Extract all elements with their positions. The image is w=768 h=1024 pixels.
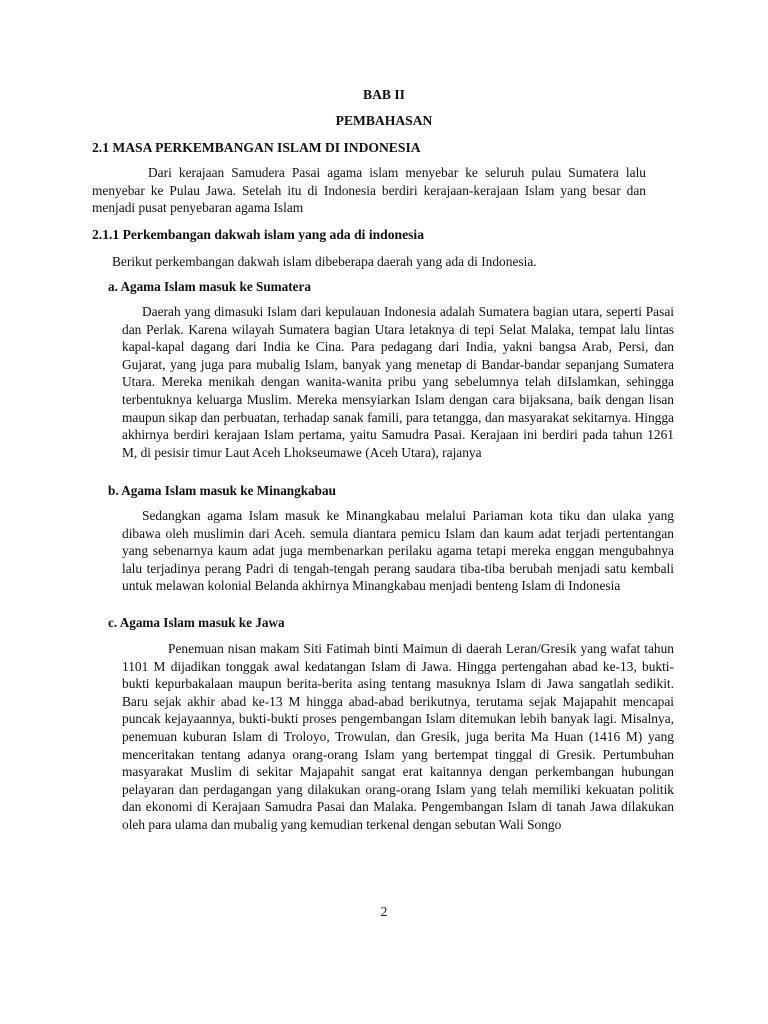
item-body-minangkabau-text: Sedangkan agama Islam masuk ke Minangkabau melalui Pariaman kota tiku dan ulaka yang dibawa oleh muslimin dari Aceh. semula diantara pemicu Islam dan kaum adat terjadi pertentangan yang sebenarnya kaum adat juga membenarkan perilaku agama tetapi mereka enggan mengubahnya lalu terjadinya perang Padri di tengah-tengah perang saudara tiba-tiba berubah menjadi satu kembali untuk melawan kolonial Belanda akhirnya Minangkabau menjadi benteng Islam di Indonesia: [122, 508, 674, 594]
subsection-lead: Berikut perkembangan dakwah islam dibeberapa daerah yang ada di Indonesia.: [112, 254, 537, 269]
chapter-label: BAB II: [363, 87, 405, 102]
section-intro-paragraph: [92, 164, 646, 217]
section-heading: 2.1 MASA PERKEMBANGAN ISLAM DI INDONESIA: [92, 140, 421, 155]
item-body-sumatera-text: Daerah yang dimasuki Islam dari kepulauan Indonesia adalah Sumatera bagian utara, seperti Pasai dan Perlak. Karena wilayah Sumatera bagian Utara letaknya di tepi Selat Malaka, tempat lalu lintas kapal-kapal dagang dari India ke Cina. Para pedagang dari India, yakni bangsa Arab, Persi, dan Gujarat, yang juga para mubalig Islam, banyak yang menetap di Bandar-bandar sepanjang Sumatera Utara. Mereka menikah dengan wanita-wanita pribu yang sebelumnya telah diIslamkan, sehingga terbentuknya keluarga Muslim. Mereka mensyiarkan Islam dengan cara bijaksana, baik dengan lisan maupun sikap dan perbuatan, terhadap sanak famili, para tetangga, dan masyarakat sekitarnya. Hingga akhirnya berdiri kerajaan Islam pertama, yaitu Samudra Pasai. Kerajaan ini berdiri pada tahun 1261 M, di pesisir timur Laut Aceh Lhokseumawe (Aceh Utara), rajanya: [122, 304, 674, 460]
item-heading-jawa: c. Agama Islam masuk ke Jawa: [108, 615, 285, 630]
subsection-heading: 2.1.1 Perkembangan dakwah islam yang ada di indonesia: [92, 227, 424, 242]
item-body-jawa-text: Penemuan nisan makam Siti Fatimah binti Maimun di daerah Leran/Gresik yang wafat tahun 1101 M dijadikan tonggak awal kedatangan Islam di Jawa. Hingga pertengahan abad ke-13, bukti-bukti kepurbakalaan maupun berita-berita asing tentang masuknya Islam di Jawa sangatlah sedikit. Baru sejak akhir abad ke-13 M hingga abad-abad berikutnya, terutama sejak Majapahit mencapai puncak kejayaannya, bukti-bukti proses pengembangan Islam ditemukan lebih banyak lagi. Misalnya, penemuan kuburan Islam di Troloyo, Trowulan, dan Gresik, juga berita Ma Huan (1416 M) yang menceritakan tentang adanya orang-orang Islam yang bertempat tinggal di Gresik. Pertumbuhan masyarakat Muslim di sekitar Majapahit sangat erat kaitannya dengan perkembangan hubungan pelayaran dan perdagangan yang dilakukan orang-orang Islam yang telah memiliki kekuatan politik dan ekonomi di Kerajaan Samudra Pasai dan Malaka. Pengembangan Islam di tanah Jawa dilakukan oleh para ulama dan mubalig yang kemudian terkenal dengan sebutan Wali Songo: [122, 641, 674, 832]
section-intro-text: Dari kerajaan Samudera Pasai agama islam menyebar ke seluruh pulau Sumatera lalu menyebar ke Pulau Jawa. Setelah itu di Indonesia berdiri kerajaan-kerajaan Islam yang besar dan menjadi pusat penyebaran agama Islam: [92, 165, 646, 216]
item-body-jawa: [122, 640, 674, 834]
page-number: 2: [380, 904, 388, 919]
item-body-minangkabau: [122, 507, 674, 595]
chapter-title: PEMBAHASAN: [335, 113, 433, 128]
item-heading-sumatera: a. Agama Islam masuk ke Sumatera: [108, 279, 311, 294]
item-body-sumatera: [122, 303, 674, 461]
item-heading-minangkabau: b. Agama Islam masuk ke Minangkabau: [108, 483, 336, 498]
